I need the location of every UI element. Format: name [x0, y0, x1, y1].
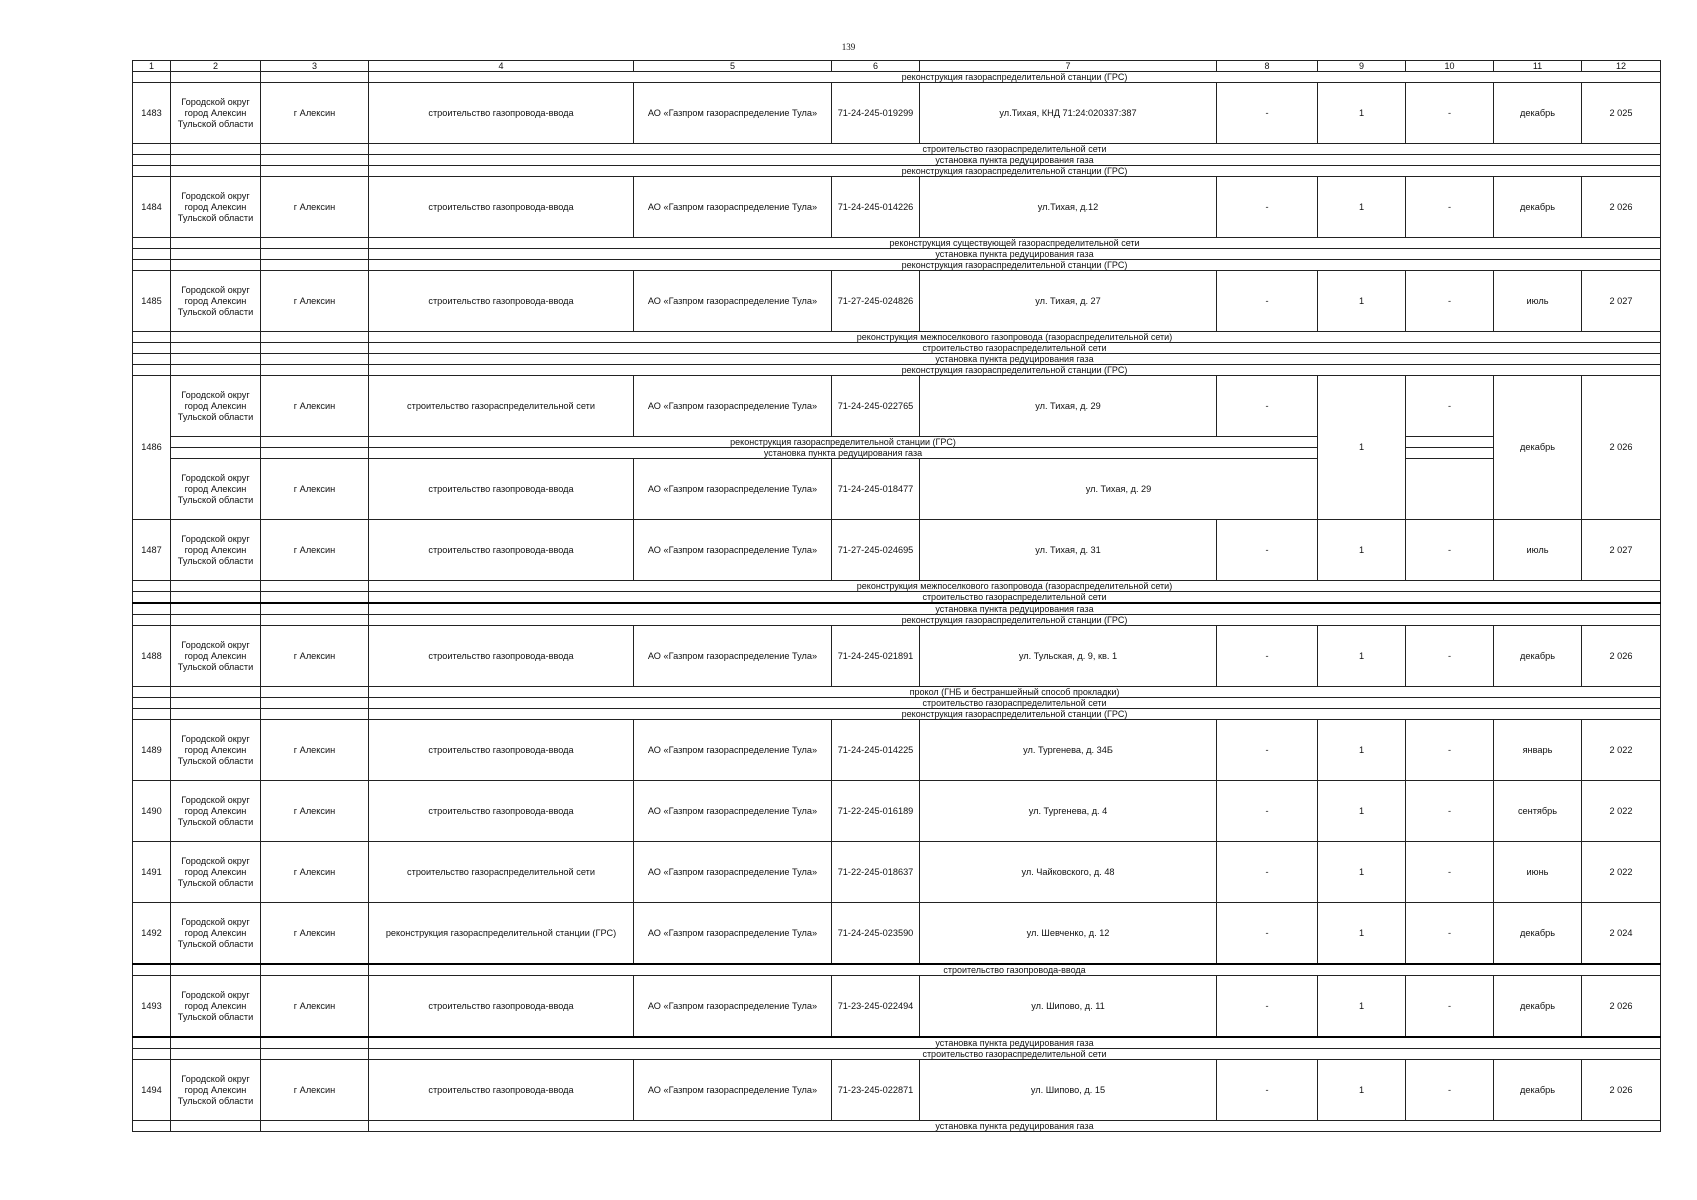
col10-cell: - [1406, 903, 1494, 965]
locality-cell: г Алексин [261, 976, 369, 1038]
empty-cell [261, 1049, 369, 1060]
address-cell: ул. Тульская, д. 9, кв. 1 [920, 626, 1217, 687]
table-row [133, 459, 1661, 520]
col10-cell: - [1406, 271, 1494, 332]
empty-cell [171, 603, 261, 615]
page-number: 139 [841, 42, 856, 52]
sub-measure-row [133, 698, 1661, 709]
company-cell: АО «Газпром газораспределение Тула» [634, 520, 832, 581]
col9-cell: 1 [1318, 720, 1406, 781]
empty-cell [261, 1037, 369, 1049]
sub-measure-text: установка пункта редуцирования газа [369, 354, 1661, 365]
empty-cell [261, 615, 369, 626]
col9-cell: 1 [1318, 1060, 1406, 1121]
empty-cell [261, 343, 369, 354]
municipality-cell: Городской округ город Алексин Тульской области [171, 626, 261, 687]
municipality-cell: Городской округ город Алексин Тульской области [171, 376, 261, 437]
company-cell: АО «Газпром газораспределение Тула» [634, 271, 832, 332]
empty-cell [133, 1121, 171, 1132]
empty-cell [1406, 437, 1494, 448]
column-header: 5 [634, 61, 832, 72]
empty-cell [261, 249, 369, 260]
empty-cell [133, 603, 171, 615]
address-cell: ул. Шипово, д. 15 [920, 1060, 1217, 1121]
sub-measure-text: установка пункта редуцирования газа [369, 249, 1661, 260]
sub-measure-row [133, 144, 1661, 155]
empty-cell [1406, 459, 1494, 520]
locality-cell: г Алексин [261, 781, 369, 842]
empty-cell [133, 1037, 171, 1049]
row-number: 1492 [133, 903, 171, 965]
empty-cell [133, 166, 171, 177]
column-header: 10 [1406, 61, 1494, 72]
empty-cell [261, 687, 369, 698]
sub-measure-text: установка пункта редуцирования газа [369, 603, 1661, 615]
column-header: 1 [133, 61, 171, 72]
col10-cell: - [1406, 177, 1494, 238]
locality-cell: г Алексин [261, 459, 369, 520]
empty-cell [261, 155, 369, 166]
sub-measure-text: установка пункта редуцирования газа [369, 1037, 1661, 1049]
year-cell: 2 026 [1582, 1060, 1661, 1121]
year-cell: 2 027 [1582, 520, 1661, 581]
empty-cell [133, 354, 171, 365]
row-number: 1490 [133, 781, 171, 842]
company-cell: АО «Газпром газораспределение Тула» [634, 177, 832, 238]
empty-cell [171, 249, 261, 260]
empty-cell [133, 343, 171, 354]
sub-measure-row [133, 72, 1661, 83]
locality-cell: г Алексин [261, 376, 369, 437]
empty-cell [261, 698, 369, 709]
sub-measure-text: реконструкция газораспределительной станции (ГРС) [369, 72, 1661, 83]
column-header: 11 [1494, 61, 1582, 72]
municipality-cell: Городской округ город Алексин Тульской области [171, 83, 261, 144]
table-row [133, 1060, 1661, 1121]
empty-cell [261, 581, 369, 592]
col10-cell: - [1406, 720, 1494, 781]
code-cell: 71-22-245-018637 [832, 842, 920, 903]
locality-cell: г Алексин [261, 720, 369, 781]
col8-cell: - [1217, 626, 1318, 687]
empty-cell [171, 155, 261, 166]
empty-cell [171, 709, 261, 720]
sub-measure-text: строительство газораспределительной сети [369, 144, 1661, 155]
empty-cell [171, 581, 261, 592]
sub-measure-text: реконструкция существующей газораспределительной сети [369, 238, 1661, 249]
address-cell: ул. Тургенева, д. 4 [920, 781, 1217, 842]
col9-cell: 1 [1318, 83, 1406, 144]
col9-cell: 1 [1318, 781, 1406, 842]
sub-measure-row [133, 581, 1661, 592]
municipality-cell: Городской округ город Алексин Тульской области [171, 1060, 261, 1121]
sub-measure-row [133, 603, 1661, 615]
empty-cell [133, 260, 171, 271]
table-row [133, 720, 1661, 781]
empty-cell [133, 238, 171, 249]
empty-cell [171, 687, 261, 698]
empty-cell [171, 698, 261, 709]
empty-cell [261, 592, 369, 604]
empty-cell [133, 709, 171, 720]
table-row [133, 83, 1661, 144]
work-cell: реконструкция газораспределительной станции (ГРС) [369, 903, 634, 965]
column-number-row [133, 61, 1661, 72]
sub-measure-row [133, 437, 1661, 448]
code-cell: 71-24-245-023590 [832, 903, 920, 965]
col8-cell: - [1217, 720, 1318, 781]
column-header: 2 [171, 61, 261, 72]
col8-cell: - [1217, 842, 1318, 903]
work-cell: строительство газораспределительной сети [369, 842, 634, 903]
empty-cell [1406, 448, 1494, 459]
month-cell: июль [1494, 271, 1582, 332]
municipality-cell: Городской округ город Алексин Тульской области [171, 976, 261, 1038]
empty-cell [133, 249, 171, 260]
municipality-cell: Городской округ город Алексин Тульской области [171, 520, 261, 581]
col10-cell: - [1406, 376, 1494, 437]
sub-measure-row [133, 1049, 1661, 1060]
empty-cell [261, 144, 369, 155]
col10-cell: - [1406, 1060, 1494, 1121]
empty-cell [171, 1121, 261, 1132]
empty-cell [261, 332, 369, 343]
work-cell: строительство газопровода-ввода [369, 1060, 634, 1121]
empty-cell [171, 354, 261, 365]
work-cell: строительство газопровода-ввода [369, 271, 634, 332]
row-number: 1486 [133, 376, 171, 520]
empty-cell [171, 964, 261, 976]
row-number: 1489 [133, 720, 171, 781]
table-row [133, 376, 1661, 437]
code-cell: 71-23-245-022494 [832, 976, 920, 1038]
empty-cell [133, 592, 171, 604]
sub-measure-text: реконструкция газораспределительной станции (ГРС) [369, 166, 1661, 177]
code-cell: 71-23-245-022871 [832, 1060, 920, 1121]
col8-cell: - [1217, 520, 1318, 581]
col10-cell: - [1406, 842, 1494, 903]
locality-cell: г Алексин [261, 271, 369, 332]
col10-cell: - [1406, 83, 1494, 144]
row-number: 1485 [133, 271, 171, 332]
code-cell: 71-24-245-021891 [832, 626, 920, 687]
empty-cell [171, 592, 261, 604]
year-cell: 2 026 [1582, 177, 1661, 238]
sub-measure-text: строительство газопровода-ввода [369, 964, 1661, 976]
empty-cell [133, 964, 171, 976]
year-cell: 2 025 [1582, 83, 1661, 144]
sub-measure-row [133, 592, 1661, 604]
empty-cell [261, 166, 369, 177]
company-cell: АО «Газпром газораспределение Тула» [634, 376, 832, 437]
column-header: 3 [261, 61, 369, 72]
empty-cell [133, 155, 171, 166]
empty-cell [261, 437, 369, 448]
column-header: 6 [832, 61, 920, 72]
empty-cell [133, 365, 171, 376]
month-cell: декабрь [1494, 376, 1582, 520]
work-cell: строительство газопровода-ввода [369, 459, 634, 520]
empty-cell [171, 448, 261, 459]
empty-cell [261, 603, 369, 615]
row-number: 1494 [133, 1060, 171, 1121]
sub-measure-text: строительство газораспределительной сети [369, 592, 1661, 604]
code-cell: 71-22-245-016189 [832, 781, 920, 842]
municipality-cell: Городской округ город Алексин Тульской области [171, 720, 261, 781]
sub-measure-row [133, 249, 1661, 260]
empty-cell [133, 687, 171, 698]
address-cell: ул. Тихая, д. 27 [920, 271, 1217, 332]
year-cell: 2 022 [1582, 781, 1661, 842]
work-cell: строительство газопровода-ввода [369, 720, 634, 781]
code-cell: 71-27-245-024695 [832, 520, 920, 581]
col8-cell: - [1217, 271, 1318, 332]
code-cell: 71-24-245-019299 [832, 83, 920, 144]
month-cell: декабрь [1494, 177, 1582, 238]
sub-measure-row [133, 238, 1661, 249]
sub-measure-text: строительство газораспределительной сети [369, 1049, 1661, 1060]
work-cell: строительство газопровода-ввода [369, 177, 634, 238]
table-row [133, 626, 1661, 687]
table-row [133, 976, 1661, 1038]
month-cell: июнь [1494, 842, 1582, 903]
address-cell: ул. Тихая, д. 31 [920, 520, 1217, 581]
code-cell: 71-24-245-014225 [832, 720, 920, 781]
sub-measure-row [133, 166, 1661, 177]
sub-measure-text: реконструкция межпоселкового газопровода (газораспределительной сети) [369, 332, 1661, 343]
column-header: 7 [920, 61, 1217, 72]
company-cell: АО «Газпром газораспределение Тула» [634, 842, 832, 903]
sub-measure-row [133, 964, 1661, 976]
address-cell: ул.Тихая, КНД 71:24:020337:387 [920, 83, 1217, 144]
locality-cell: г Алексин [261, 177, 369, 238]
locality-cell: г Алексин [261, 842, 369, 903]
code-cell: 71-27-245-024826 [832, 271, 920, 332]
sub-measure-text: установка пункта редуцирования газа [369, 1121, 1661, 1132]
address-cell: ул. Шевченко, д. 12 [920, 903, 1217, 965]
code-cell: 71-24-245-022765 [832, 376, 920, 437]
col9-cell: 1 [1318, 376, 1406, 520]
sub-measure-text: установка пункта редуцирования газа [369, 155, 1661, 166]
sub-measure-row [133, 615, 1661, 626]
sub-measure-text: реконструкция газораспределительной станции (ГРС) [369, 615, 1661, 626]
work-cell: строительство газопровода-ввода [369, 520, 634, 581]
municipality-cell: Городской округ город Алексин Тульской области [171, 271, 261, 332]
col8-cell: - [1217, 1060, 1318, 1121]
col8-cell: - [1217, 177, 1318, 238]
address-cell: ул. Тургенева, д. 34Б [920, 720, 1217, 781]
company-cell: АО «Газпром газораспределение Тула» [634, 720, 832, 781]
sub-measure-row [133, 709, 1661, 720]
locality-cell: г Алексин [261, 626, 369, 687]
empty-cell [171, 260, 261, 271]
empty-cell [133, 581, 171, 592]
empty-cell [133, 332, 171, 343]
work-cell: строительство газопровода-ввода [369, 781, 634, 842]
municipality-cell: Городской округ город Алексин Тульской области [171, 177, 261, 238]
empty-cell [261, 448, 369, 459]
col9-cell: 1 [1318, 903, 1406, 965]
col8-cell: - [1217, 781, 1318, 842]
sub-measure-row [133, 1121, 1661, 1132]
address-cell: ул. Шипово, д. 11 [920, 976, 1217, 1038]
empty-cell [133, 698, 171, 709]
empty-cell [261, 354, 369, 365]
address-cell: ул. Тихая, д. 29 [920, 459, 1318, 520]
col8-cell: - [1217, 376, 1318, 437]
empty-cell [133, 1049, 171, 1060]
address-cell: ул.Тихая, д.12 [920, 177, 1217, 238]
year-cell: 2 026 [1582, 376, 1661, 520]
empty-cell [261, 72, 369, 83]
sub-measure-row [133, 332, 1661, 343]
row-number: 1491 [133, 842, 171, 903]
col10-cell: - [1406, 520, 1494, 581]
empty-cell [261, 964, 369, 976]
locality-cell: г Алексин [261, 83, 369, 144]
empty-cell [261, 260, 369, 271]
col9-cell: 1 [1318, 626, 1406, 687]
sub-measure-row [133, 343, 1661, 354]
year-cell: 2 022 [1582, 720, 1661, 781]
empty-cell [171, 365, 261, 376]
row-number: 1493 [133, 976, 171, 1038]
locality-cell: г Алексин [261, 903, 369, 965]
col8-cell: - [1217, 83, 1318, 144]
table-row [133, 781, 1661, 842]
year-cell: 2 027 [1582, 271, 1661, 332]
locality-cell: г Алексин [261, 1060, 369, 1121]
empty-cell [171, 1037, 261, 1049]
sub-measure-text: реконструкция газораспределительной станции (ГРС) [369, 437, 1318, 448]
month-cell: июль [1494, 520, 1582, 581]
company-cell: АО «Газпром газораспределение Тула» [634, 903, 832, 965]
sub-measure-row [133, 448, 1661, 459]
col10-cell: - [1406, 626, 1494, 687]
table-row [133, 842, 1661, 903]
table-row [133, 271, 1661, 332]
sub-measure-text: прокол (ГНБ и бестраншейный способ прокладки) [369, 687, 1661, 698]
empty-cell [261, 1121, 369, 1132]
empty-cell [133, 144, 171, 155]
month-cell: декабрь [1494, 976, 1582, 1038]
sub-measure-row [133, 365, 1661, 376]
municipality-cell: Городской округ город Алексин Тульской области [171, 459, 261, 520]
month-cell: декабрь [1494, 626, 1582, 687]
company-cell: АО «Газпром газораспределение Тула» [634, 459, 832, 520]
sub-measure-text: реконструкция газораспределительной станции (ГРС) [369, 365, 1661, 376]
month-cell: декабрь [1494, 83, 1582, 144]
col8-cell: - [1217, 976, 1318, 1038]
empty-cell [261, 365, 369, 376]
address-cell: ул. Тихая, д. 29 [920, 376, 1217, 437]
sub-measure-text: строительство газораспределительной сети [369, 343, 1661, 354]
row-number: 1484 [133, 177, 171, 238]
sub-measure-row [133, 260, 1661, 271]
col9-cell: 1 [1318, 177, 1406, 238]
empty-cell [171, 343, 261, 354]
empty-cell [171, 72, 261, 83]
column-header: 12 [1582, 61, 1661, 72]
table-row [133, 903, 1661, 965]
sub-measure-text: строительство газораспределительной сети [369, 698, 1661, 709]
company-cell: АО «Газпром газораспределение Тула» [634, 781, 832, 842]
work-cell: строительство газопровода-ввода [369, 976, 634, 1038]
work-cell: строительство газопровода-ввода [369, 626, 634, 687]
work-cell: строительство газопровода-ввода [369, 83, 634, 144]
empty-cell [171, 1049, 261, 1060]
row-number: 1483 [133, 83, 171, 144]
sub-measure-row [133, 155, 1661, 166]
column-header: 8 [1217, 61, 1318, 72]
table-row [133, 520, 1661, 581]
sub-measure-row [133, 687, 1661, 698]
address-cell: ул. Чайковского, д. 48 [920, 842, 1217, 903]
sub-measure-text: реконструкция газораспределительной станции (ГРС) [369, 260, 1661, 271]
row-number: 1487 [133, 520, 171, 581]
empty-cell [171, 166, 261, 177]
measures-table [132, 60, 1661, 1132]
year-cell: 2 026 [1582, 976, 1661, 1038]
sub-measure-row [133, 1037, 1661, 1049]
month-cell: январь [1494, 720, 1582, 781]
company-cell: АО «Газпром газораспределение Тула» [634, 626, 832, 687]
year-cell: 2 024 [1582, 903, 1661, 965]
col10-cell: - [1406, 781, 1494, 842]
municipality-cell: Городской округ город Алексин Тульской области [171, 903, 261, 965]
empty-cell [171, 615, 261, 626]
col9-cell: 1 [1318, 976, 1406, 1038]
municipality-cell: Городской округ город Алексин Тульской области [171, 842, 261, 903]
work-cell: строительство газораспределительной сети [369, 376, 634, 437]
column-header: 4 [369, 61, 634, 72]
col9-cell: 1 [1318, 520, 1406, 581]
sub-measure-text: реконструкция газораспределительной станции (ГРС) [369, 709, 1661, 720]
year-cell: 2 026 [1582, 626, 1661, 687]
col9-cell: 1 [1318, 842, 1406, 903]
col8-cell: - [1217, 903, 1318, 965]
row-number: 1488 [133, 626, 171, 687]
empty-cell [171, 238, 261, 249]
company-cell: АО «Газпром газораспределение Тула» [634, 976, 832, 1038]
company-cell: АО «Газпром газораспределение Тула» [634, 83, 832, 144]
empty-cell [133, 72, 171, 83]
col10-cell: - [1406, 976, 1494, 1038]
column-header: 9 [1318, 61, 1406, 72]
code-cell: 71-24-245-014226 [832, 177, 920, 238]
month-cell: декабрь [1494, 1060, 1582, 1121]
table-row [133, 177, 1661, 238]
empty-cell [171, 437, 261, 448]
sub-measure-text: установка пункта редуцирования газа [369, 448, 1318, 459]
empty-cell [261, 709, 369, 720]
sub-measure-text: реконструкция межпоселкового газопровода (газораспределительной сети) [369, 581, 1661, 592]
month-cell: декабрь [1494, 903, 1582, 965]
empty-cell [261, 238, 369, 249]
col9-cell: 1 [1318, 271, 1406, 332]
sub-measure-row [133, 354, 1661, 365]
locality-cell: г Алексин [261, 520, 369, 581]
year-cell: 2 022 [1582, 842, 1661, 903]
code-cell: 71-24-245-018477 [832, 459, 920, 520]
empty-cell [171, 332, 261, 343]
municipality-cell: Городской округ город Алексин Тульской области [171, 781, 261, 842]
company-cell: АО «Газпром газораспределение Тула» [634, 1060, 832, 1121]
month-cell: сентябрь [1494, 781, 1582, 842]
empty-cell [171, 144, 261, 155]
empty-cell [133, 615, 171, 626]
